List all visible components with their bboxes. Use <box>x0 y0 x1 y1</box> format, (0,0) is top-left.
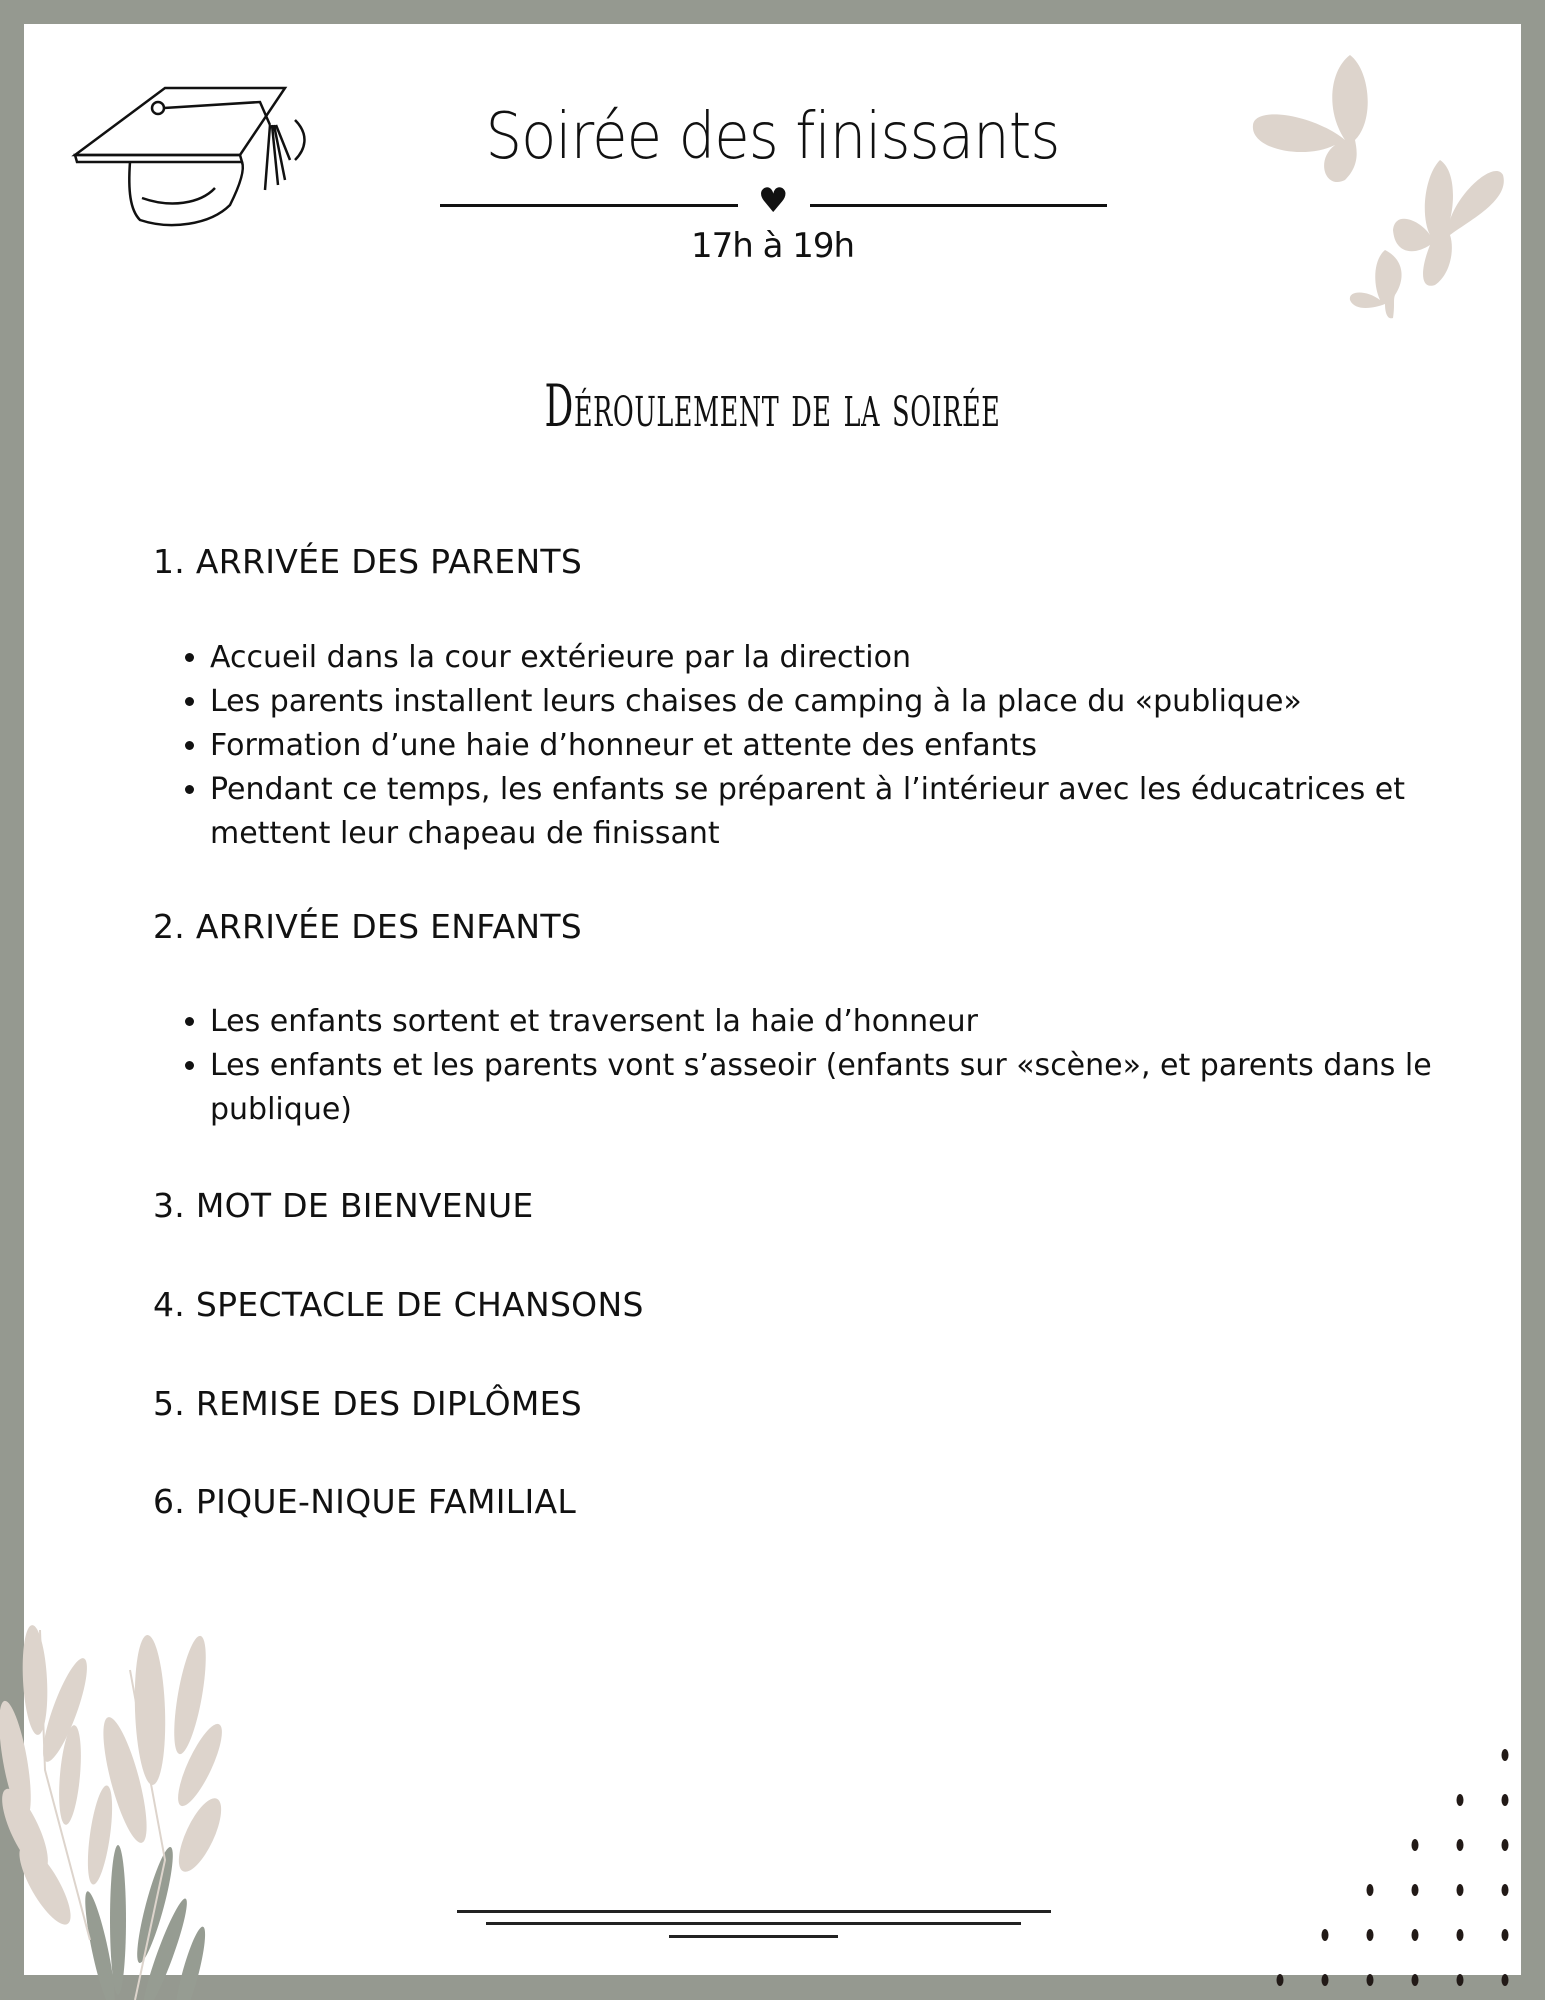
leaf-branch-icon <box>0 1620 240 2000</box>
dot-pattern-icon <box>1210 1700 1545 2000</box>
dot <box>1457 1884 1464 1896</box>
section-title: 4. SPECTACLE DE CHANSONS <box>153 1285 644 1324</box>
page-title: Soirée des finissants <box>485 100 1060 174</box>
dot <box>1502 1749 1509 1761</box>
bullet-list <box>160 636 1450 856</box>
signature-line <box>669 1935 838 1938</box>
signature-line <box>457 1910 1051 1913</box>
dot <box>1367 1884 1374 1896</box>
section-title: 1. ARRIVÉE DES PARENTS <box>153 542 583 581</box>
dot <box>1412 1974 1419 1986</box>
dot <box>1367 1974 1374 1986</box>
dot <box>1412 1884 1419 1896</box>
dot <box>1412 1839 1419 1851</box>
section-title: 5. REMISE DES DIPLÔMES <box>153 1384 583 1423</box>
list-item: • Pendant ce temps, les enfants se préparent à l’intérieur avec les éducatrices et mettent leur chapeau de finissant <box>210 768 1450 856</box>
divider-right <box>810 204 1107 207</box>
list-item: • Les enfants et les parents vont s’asseoir (enfants sur «scène», et parents dans le publique) <box>210 1044 1450 1132</box>
section-title: 3. MOT DE BIENVENUE <box>153 1186 534 1225</box>
list-item: • Accueil dans la cour extérieure par la direction <box>210 636 1450 680</box>
event-time: 17h à 19h <box>690 226 855 266</box>
list-item: • Les parents installent leurs chaises de camping à la place du «publique» <box>210 680 1450 724</box>
signature-line <box>486 1922 1021 1925</box>
dot <box>1322 1974 1329 1986</box>
dot <box>1457 1794 1464 1806</box>
dot <box>1457 1974 1464 1986</box>
heart-icon: ♥ <box>758 181 789 221</box>
section-heading: Déroulement de la soirée <box>544 372 1001 440</box>
dot <box>1457 1839 1464 1851</box>
section-title: 2. ARRIVÉE DES ENFANTS <box>153 907 583 946</box>
list-item: • Formation d’une haie d’honneur et attente des enfants <box>210 724 1450 768</box>
list-item: • Les enfants sortent et traversent la haie d’honneur <box>210 1000 1450 1044</box>
section-title: 6. PIQUE-NIQUE FAMILIAL <box>153 1482 577 1521</box>
dot <box>1412 1929 1419 1941</box>
dot <box>1502 1884 1509 1896</box>
dot <box>1322 1929 1329 1941</box>
bullet-list <box>160 1000 1450 1132</box>
dot <box>1502 1974 1509 1986</box>
dot <box>1277 1974 1284 1986</box>
butterfly-icon <box>1245 50 1525 330</box>
dot <box>1502 1839 1509 1851</box>
dot <box>1502 1794 1509 1806</box>
dot <box>1367 1929 1374 1941</box>
dot <box>1502 1929 1509 1941</box>
divider-left <box>440 204 738 207</box>
dot <box>1457 1929 1464 1941</box>
